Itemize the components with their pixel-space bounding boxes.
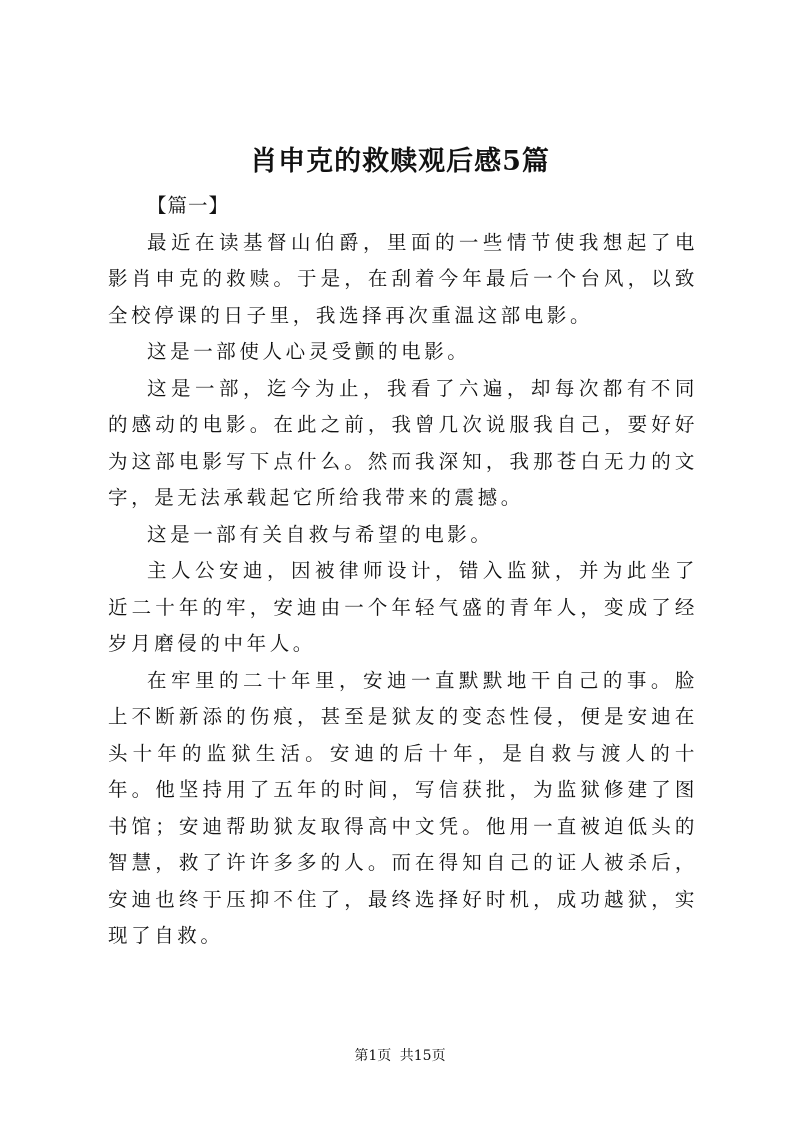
paragraph-5: 主人公安迪，因被律师设计，错入监狱，并为此坐了近二十年的牢，安迪由一个年轻气盛的青年人，变成了经岁月磨侵的中年人。 bbox=[108, 559, 698, 655]
paragraph-2: 这是一部使人心灵受颤的电影。 bbox=[147, 340, 471, 363]
page-total: 共15页 bbox=[399, 1048, 446, 1064]
paragraph-4: 这是一部有关自救与希望的电影。 bbox=[147, 522, 494, 546]
page-title: 肖申克的救赎观后感5篇 bbox=[250, 146, 550, 177]
page-footer bbox=[0, 1046, 800, 1066]
paragraph-6: 在牢里的二十年里，安迪一直默默地干自己的事。脸上不断新添的伤痕，甚至是狱友的变态性侵，便是安迪在头十年的监狱生活。安迪的后十年，是自救与渡人的十年。他坚持用了五年的时间，写信获批，为监狱修建了图书馆；安迪帮助狱友取得高中文凭。他用一直被迫低头的智慧，救了许许多多的人。而在得知自己的证人被杀后，安迪也终于压抑不住了，最终选择好时机，成功越狱，实现了自救。 bbox=[108, 668, 698, 947]
paragraph-3: 这是一部，迄今为止，我看了六遍，却每次都有不同的感动的电影。在此之前，我曾几次说服我自己，要好好为这部电影写下点什么。然而我深知，我那苍白无力的文字，是无法承载起它所给我带来的震撼。 bbox=[108, 376, 698, 509]
page-number: 第1页 bbox=[354, 1048, 392, 1064]
paragraph-1: 最近在读基督山伯爵，里面的一些情节使我想起了电影肖申克的救赎。于是，在刮着今年最后一个台风，以致全校停课的日子里，我选择再次重温这部电影。 bbox=[108, 230, 698, 327]
section-heading: 【篇一】 bbox=[147, 194, 230, 217]
document-body bbox=[108, 188, 698, 955]
